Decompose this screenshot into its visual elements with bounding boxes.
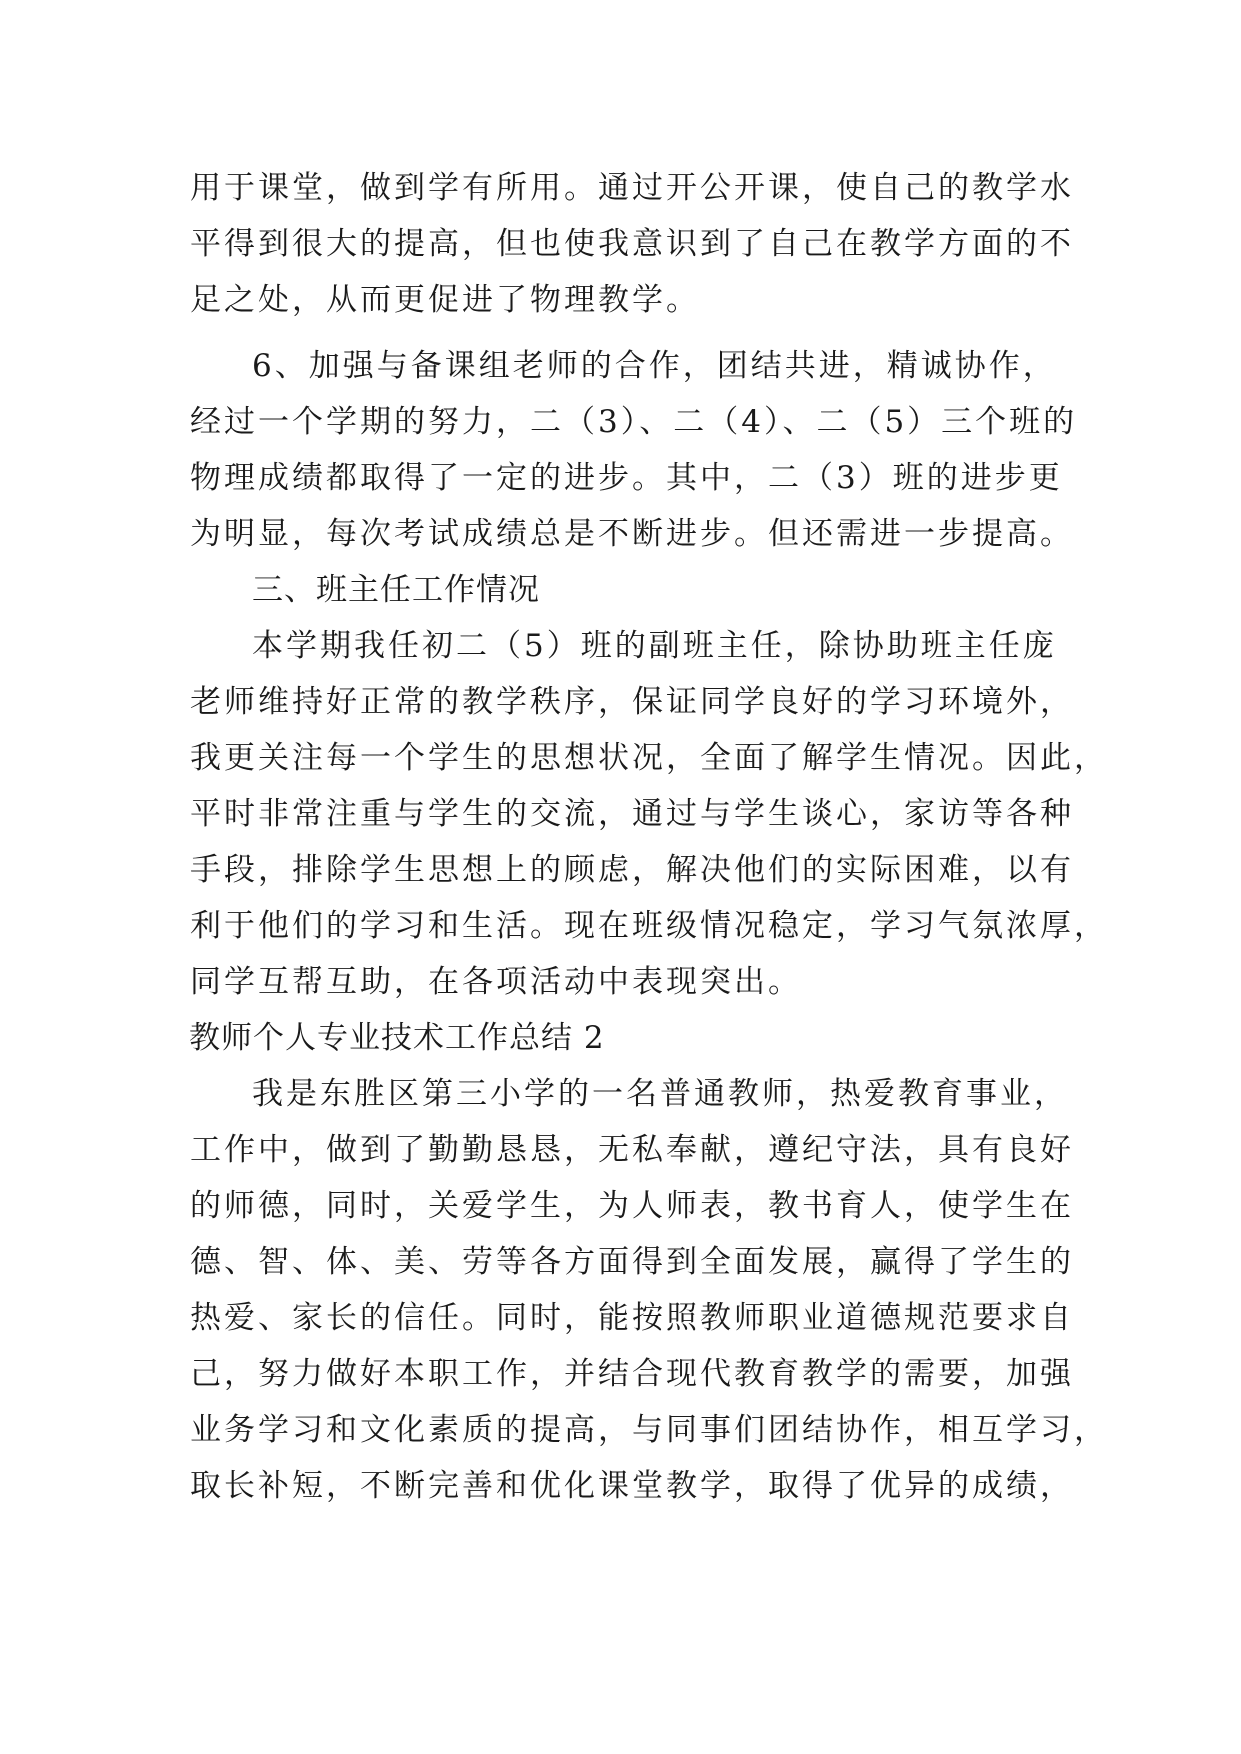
text-line: 我是东胜区第三小学的一名普通教师，热爱教育事业，: [252, 1076, 1068, 1112]
paragraph-body: [190, 1066, 1108, 1514]
paragraph-continuation: [190, 160, 1074, 328]
text-line: 用于课堂，做到学有所用。通过开公开课，使自己的教学水: [190, 170, 1074, 206]
text-line: 平时非常注重与学生的交流，通过与学生谈心，家访等各种: [190, 796, 1074, 832]
text-line: 老师维持好正常的教学秩序，保证同学良好的学习环境外，: [190, 684, 1074, 720]
text-line: 业务学习和文化素质的提高，与同事们团结协作，相互学习，: [190, 1412, 1108, 1448]
text-line: 经过一个学期的努力，二（3）、二（4）、二（5）三个班的: [190, 404, 1078, 440]
document-page: [189, 160, 1108, 1514]
text-line: 平得到很大的提高，但也使我意识到了自己在教学方面的不: [190, 226, 1074, 262]
text-line: 本学期我任初二（5）班的副班主任，除协助班主任庞: [252, 628, 1057, 664]
text-line: 取长补短，不断完善和优化课堂教学，取得了优异的成绩，: [190, 1468, 1074, 1504]
text-line: 手段，排除学生思想上的顾虑，解决他们的实际困难，以有: [190, 852, 1074, 888]
text-line: 6、加强与备课组老师的合作，团结共进，精诚协作，: [252, 348, 1057, 384]
text-line: 热爱、家长的信任。同时，能按照教师职业道德规范要求自: [190, 1300, 1074, 1336]
text-line: 为明显，每次考试成绩总是不断进步。但还需进一步提高。: [190, 516, 1074, 552]
text-line: 足之处，从而更促进了物理教学。: [190, 282, 700, 318]
text-line: 工作中，做到了勤勤恳恳，无私奉献，遵纪守法，具有良好: [190, 1132, 1074, 1168]
text-line: 己，努力做好本职工作，并结合现代教育教学的需要，加强: [190, 1356, 1074, 1392]
section-heading: 三、班主任工作情况: [252, 572, 540, 608]
text-line: 我更关注每一个学生的思想状况，全面了解学生情况。因此，: [190, 740, 1108, 776]
text-line: 物理成绩都取得了一定的进步。其中，二（3）班的进步更: [190, 460, 1063, 496]
text-line: 利于他们的学习和生活。现在班级情况稳定，学习气氛浓厚，: [190, 908, 1108, 944]
document-title: 教师个人专业技术工作总结 2: [189, 1020, 605, 1056]
text-line: 德、智、体、美、劳等各方面得到全面发展，赢得了学生的: [190, 1244, 1074, 1280]
text-line: 同学互帮互助，在各项活动中表现突出。: [190, 964, 802, 1000]
paragraph-item-6: [190, 338, 1078, 562]
text-line: 的师德，同时，关爱学生，为人师表，教书育人，使学生在: [190, 1188, 1074, 1224]
paragraph-class-teacher: [190, 618, 1108, 1010]
